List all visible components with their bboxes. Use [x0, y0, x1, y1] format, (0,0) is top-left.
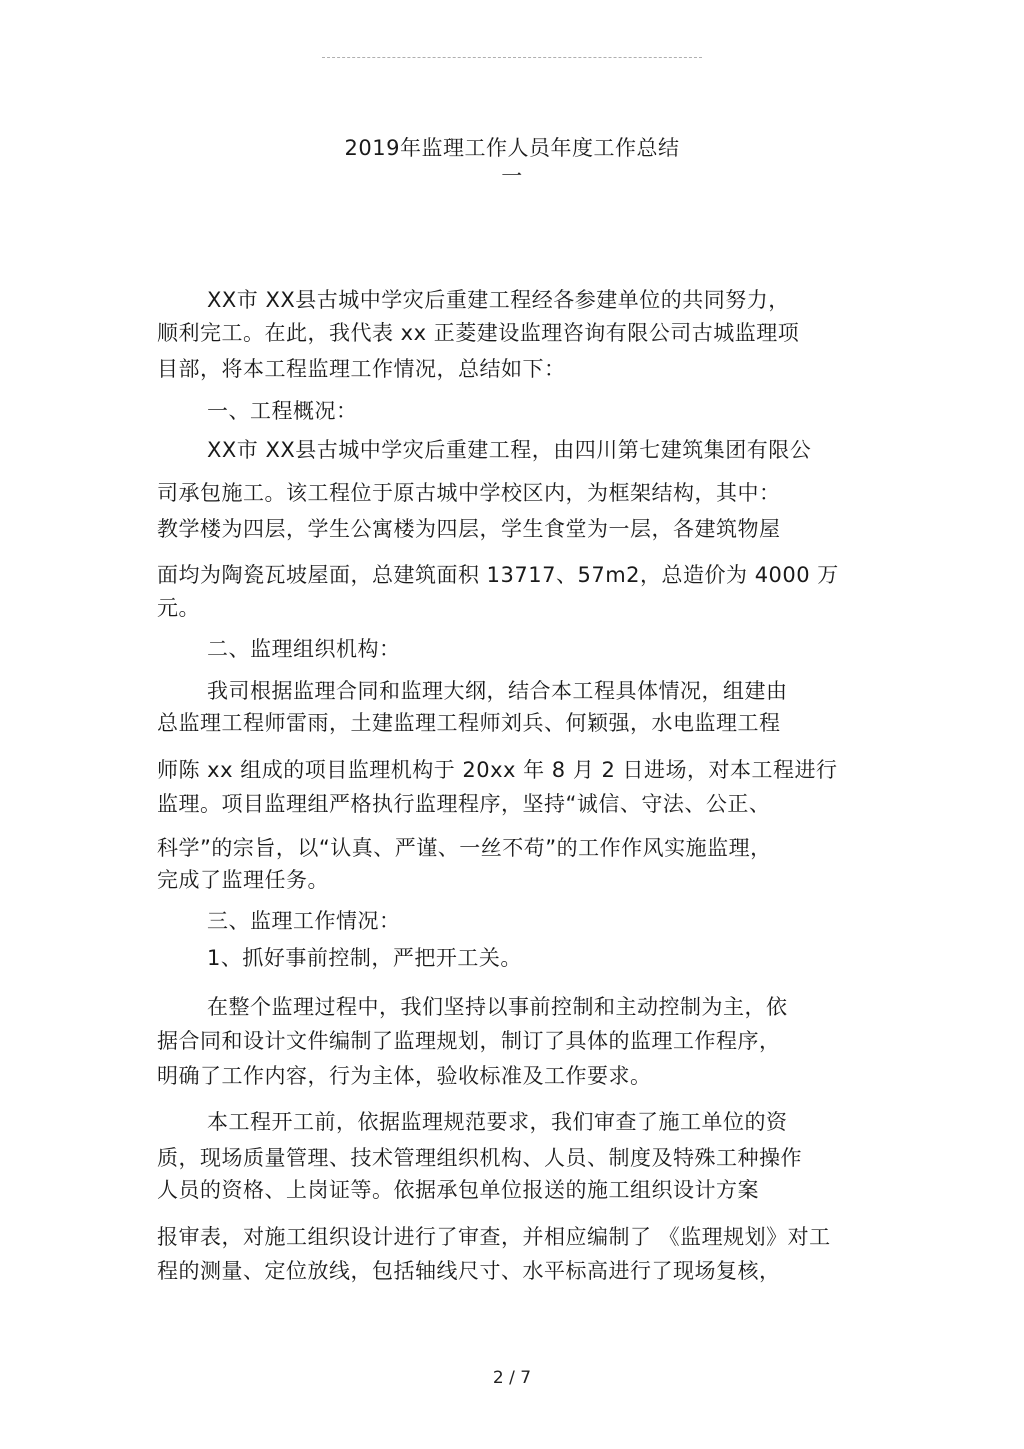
body-line: 司承包施工。该工程位于原古城中学校区内，为框架结构，其中： [157, 481, 781, 505]
document-title [0, 134, 1024, 190]
body-line: 科学”的宗旨，以“认真、严谨、一丝不苟”的工作作风实施监理， [157, 836, 772, 860]
body-line: XX市 XX县古城中学灾后重建工程，由四川第七建筑集团有限公 [207, 438, 812, 462]
body-line: 明确了工作内容，行为主体，验收标准及工作要求。 [157, 1064, 652, 1088]
body-line: 教学楼为四层，学生公寓楼为四层，学生食堂为一层，各建筑物屋 [157, 517, 781, 541]
body-line: 总监理工程师雷雨，土建监理工程师刘兵、何颖强，水电监理工程 [157, 711, 781, 735]
body-line: 顺利完工。在此，我代表 xx 正菱建设监理咨询有限公司古城监理项 [157, 321, 800, 345]
subsection-heading: 1、抓好事前控制，严把开工关。 [207, 946, 522, 970]
body-line: 目部，将本工程监理工作情况，总结如下： [157, 357, 566, 381]
body-line: 完成了监理任务。 [157, 868, 329, 892]
title-line-2: 一 [501, 164, 523, 188]
body-line: XX市 XX县古城中学灾后重建工程经各参建单位的共同努力， [207, 288, 790, 312]
section-heading: 二、监理组织机构： [207, 637, 401, 661]
body-line: 质，现场质量管理、技术管理组织机构、人员、制度及特殊工种操作 [157, 1146, 802, 1170]
body-line: 报审表，对施工组织设计进行了审查，并相应编制了 《监理规划》对工 [157, 1225, 831, 1249]
body-line: 师陈 xx 组成的项目监理机构于 20xx 年 8 月 2 日进场，对本工程进行 [157, 758, 838, 782]
body-line: 据合同和设计文件编制了监理规划，制订了具体的监理工作程序， [157, 1029, 781, 1053]
title-line-1: 2019年监理工作人员年度工作总结 [344, 136, 680, 160]
section-heading: 一、工程概况： [207, 399, 358, 423]
body-line: 面均为陶瓷瓦坡屋面，总建筑面积 13717、57m2，总造价为 4000 万 [157, 563, 839, 587]
section-heading: 三、监理工作情况： [207, 909, 401, 933]
body-line: 元。 [157, 596, 200, 620]
body-line: 本工程开工前，依据监理规范要求，我们审查了施工单位的资 [207, 1110, 788, 1134]
body-line: 程的测量、定位放线，包括轴线尺寸、水平标高进行了现场复核， [157, 1259, 781, 1283]
page-number: 2 / 7 [492, 1368, 532, 1388]
body-line: 我司根据监理合同和监理大纲，结合本工程具体情况，组建由 [207, 679, 788, 703]
header-rule [322, 57, 702, 58]
body-line: 监理。项目监理组严格执行监理程序，坚持“诚信、守法、公正、 [157, 792, 771, 816]
body-line: 在整个监理过程中，我们坚持以事前控制和主动控制为主，依 [207, 995, 788, 1019]
body-line: 人员的资格、上岗证等。依据承包单位报送的施工组织设计方案 [157, 1178, 759, 1202]
